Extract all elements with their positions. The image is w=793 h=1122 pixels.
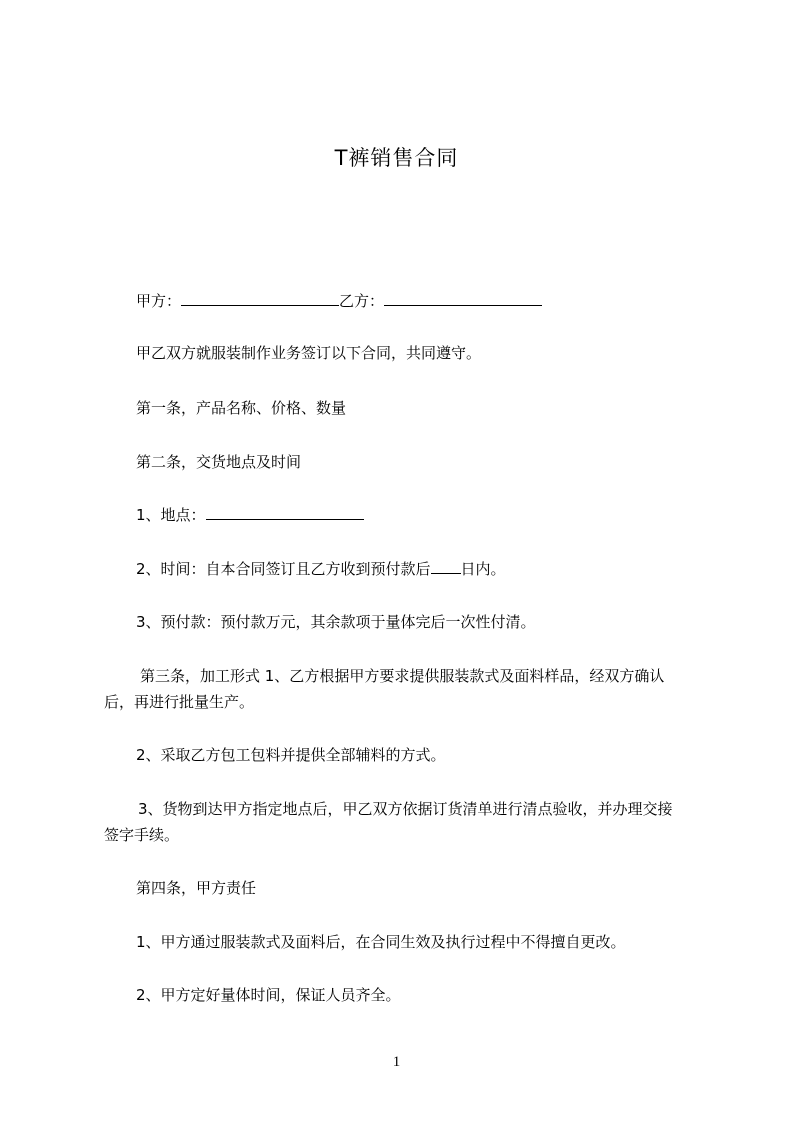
- article-3-item-3-line-2: 签字手续。: [104, 826, 180, 844]
- page-number: 1: [392, 1054, 401, 1070]
- parties-line: [136, 289, 756, 313]
- party-b-blank: [384, 289, 542, 306]
- document-title: T裤销售合同: [334, 146, 459, 170]
- article-3-item-3-line-1: 3、货物到达甲方指定地点后，甲乙双方依据订货清单进行清点验收，并办理交接: [138, 800, 673, 818]
- article-1-heading: 第一条，产品名称、价格、数量: [136, 399, 347, 417]
- delivery-place-blank: [206, 503, 364, 520]
- article-3-line-2: 后，再进行批量生产。: [104, 693, 255, 711]
- party-a-label: 甲方：: [136, 292, 182, 310]
- intro-paragraph: 甲乙双方就服装制作业务签订以下合同，共同遵守。: [136, 344, 482, 362]
- delivery-time-line: [136, 557, 756, 581]
- party-b-label: 乙方：: [339, 292, 385, 310]
- delivery-place-line: [136, 503, 756, 527]
- article-3-line-1: 第三条，加工形式 1、乙方根据甲方要求提供服装款式及面料样品，经双方确认: [140, 667, 665, 685]
- article-4-item-1: 1、甲方通过服装款式及面料后，在合同生效及执行过程中不得擅自更改。: [136, 933, 626, 951]
- delivery-days-blank: [431, 557, 461, 574]
- party-a-blank: [181, 289, 339, 306]
- article-3-item-2: 2、采取乙方包工包料并提供全部辅料的方式。: [136, 746, 446, 764]
- prepayment-line: 3、预付款：预付款万元，其余款项于量体完后一次性付清。: [136, 613, 536, 631]
- article-4-heading: 第四条，甲方责任: [136, 879, 257, 897]
- article-4-item-2: 2、甲方定好量体时间，保证人员齐全。: [136, 986, 401, 1004]
- article-2-heading: 第二条，交货地点及时间: [136, 453, 302, 471]
- delivery-place-label: 1、地点：: [136, 506, 206, 524]
- delivery-time-suffix: 日内。: [460, 560, 506, 578]
- delivery-time-prefix: 2、时间：自本合同签订且乙方收到预付款后: [136, 560, 431, 578]
